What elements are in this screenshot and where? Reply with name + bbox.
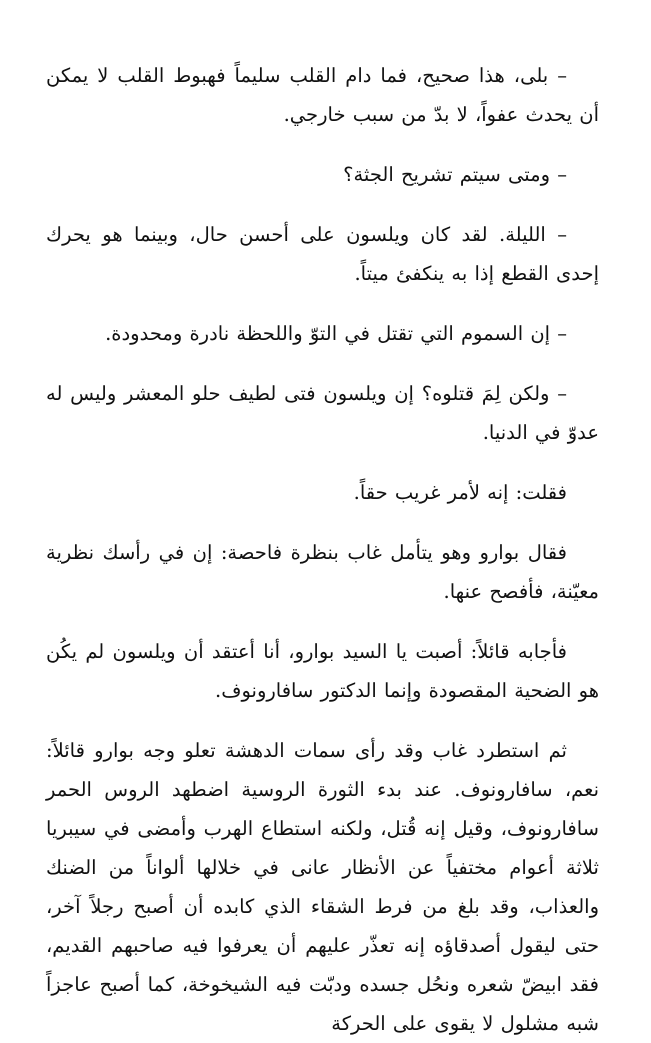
paragraph: – إن السموم التي تقتل في التوّ واللحظة نادرة ومحدودة. (105, 322, 567, 345)
paragraph: – الليلة. لقد كان ويلسون على أحسن حال، وبينما هو يحرك إحدى القطع إذا به ينكفئ ميتاً. (46, 223, 599, 285)
paragraph: ثم استطرد غاب وقد رأى سمات الدهشة تعلو وجه بوارو قائلاً: نعم، سافارونوف. عند بدء الثورة الروسية اضطهد الروس الحمر سافارونوف، وقيل إنه قُتل، ولكنه استطاع الهرب وأمضى في سيبريا ثلاثة أعوام مختفياً عن الأنظار عانى في خلالها ألواناً من الضنك والعذاب، وقد بلغ من فرط الشقاء الذي كابده أن أصبح رجلاً آخر، حتى ليقول أصدقاؤه إنه تعذّر عليهم أن يعرفوا فيه صاحبهم القديم، فقد ابيضّ شعره ونحُل جسده ودبّت فيه الشيخوخة، كما أصبح عاجزاً شبه مشلول لا يقوى على الحركة (46, 739, 599, 1035)
paragraph: فأجابه قائلاً: أصبت يا السيد بوارو، أنا أعتقد أن ويلسون لم يكُن هو الضحية المقصودة وإنما الدكتور سافارونوف. (46, 640, 599, 702)
paragraph: – ومتى سيتم تشريح الجثة؟ (343, 163, 567, 186)
paragraph: فقال بوارو وهو يتأمل غاب بنظرة فاحصة: إن في رأسك نظرية معيّنة، فأفصح عنها. (46, 541, 599, 603)
paragraph: – ولكن لِمَ قتلوه؟ إن ويلسون فتى لطيف حلو المعشر وليس له عدوّ في الدنيا. (46, 382, 599, 444)
paragraph: – بلى، هذا صحيح، فما دام القلب سليماً فهبوط القلب لا يمكن أن يحدث عفواً، لا بدّ من سبب خارجي. (46, 64, 599, 126)
paragraph: فقلت: إنه لأمر غريب حقاً. (353, 481, 567, 504)
